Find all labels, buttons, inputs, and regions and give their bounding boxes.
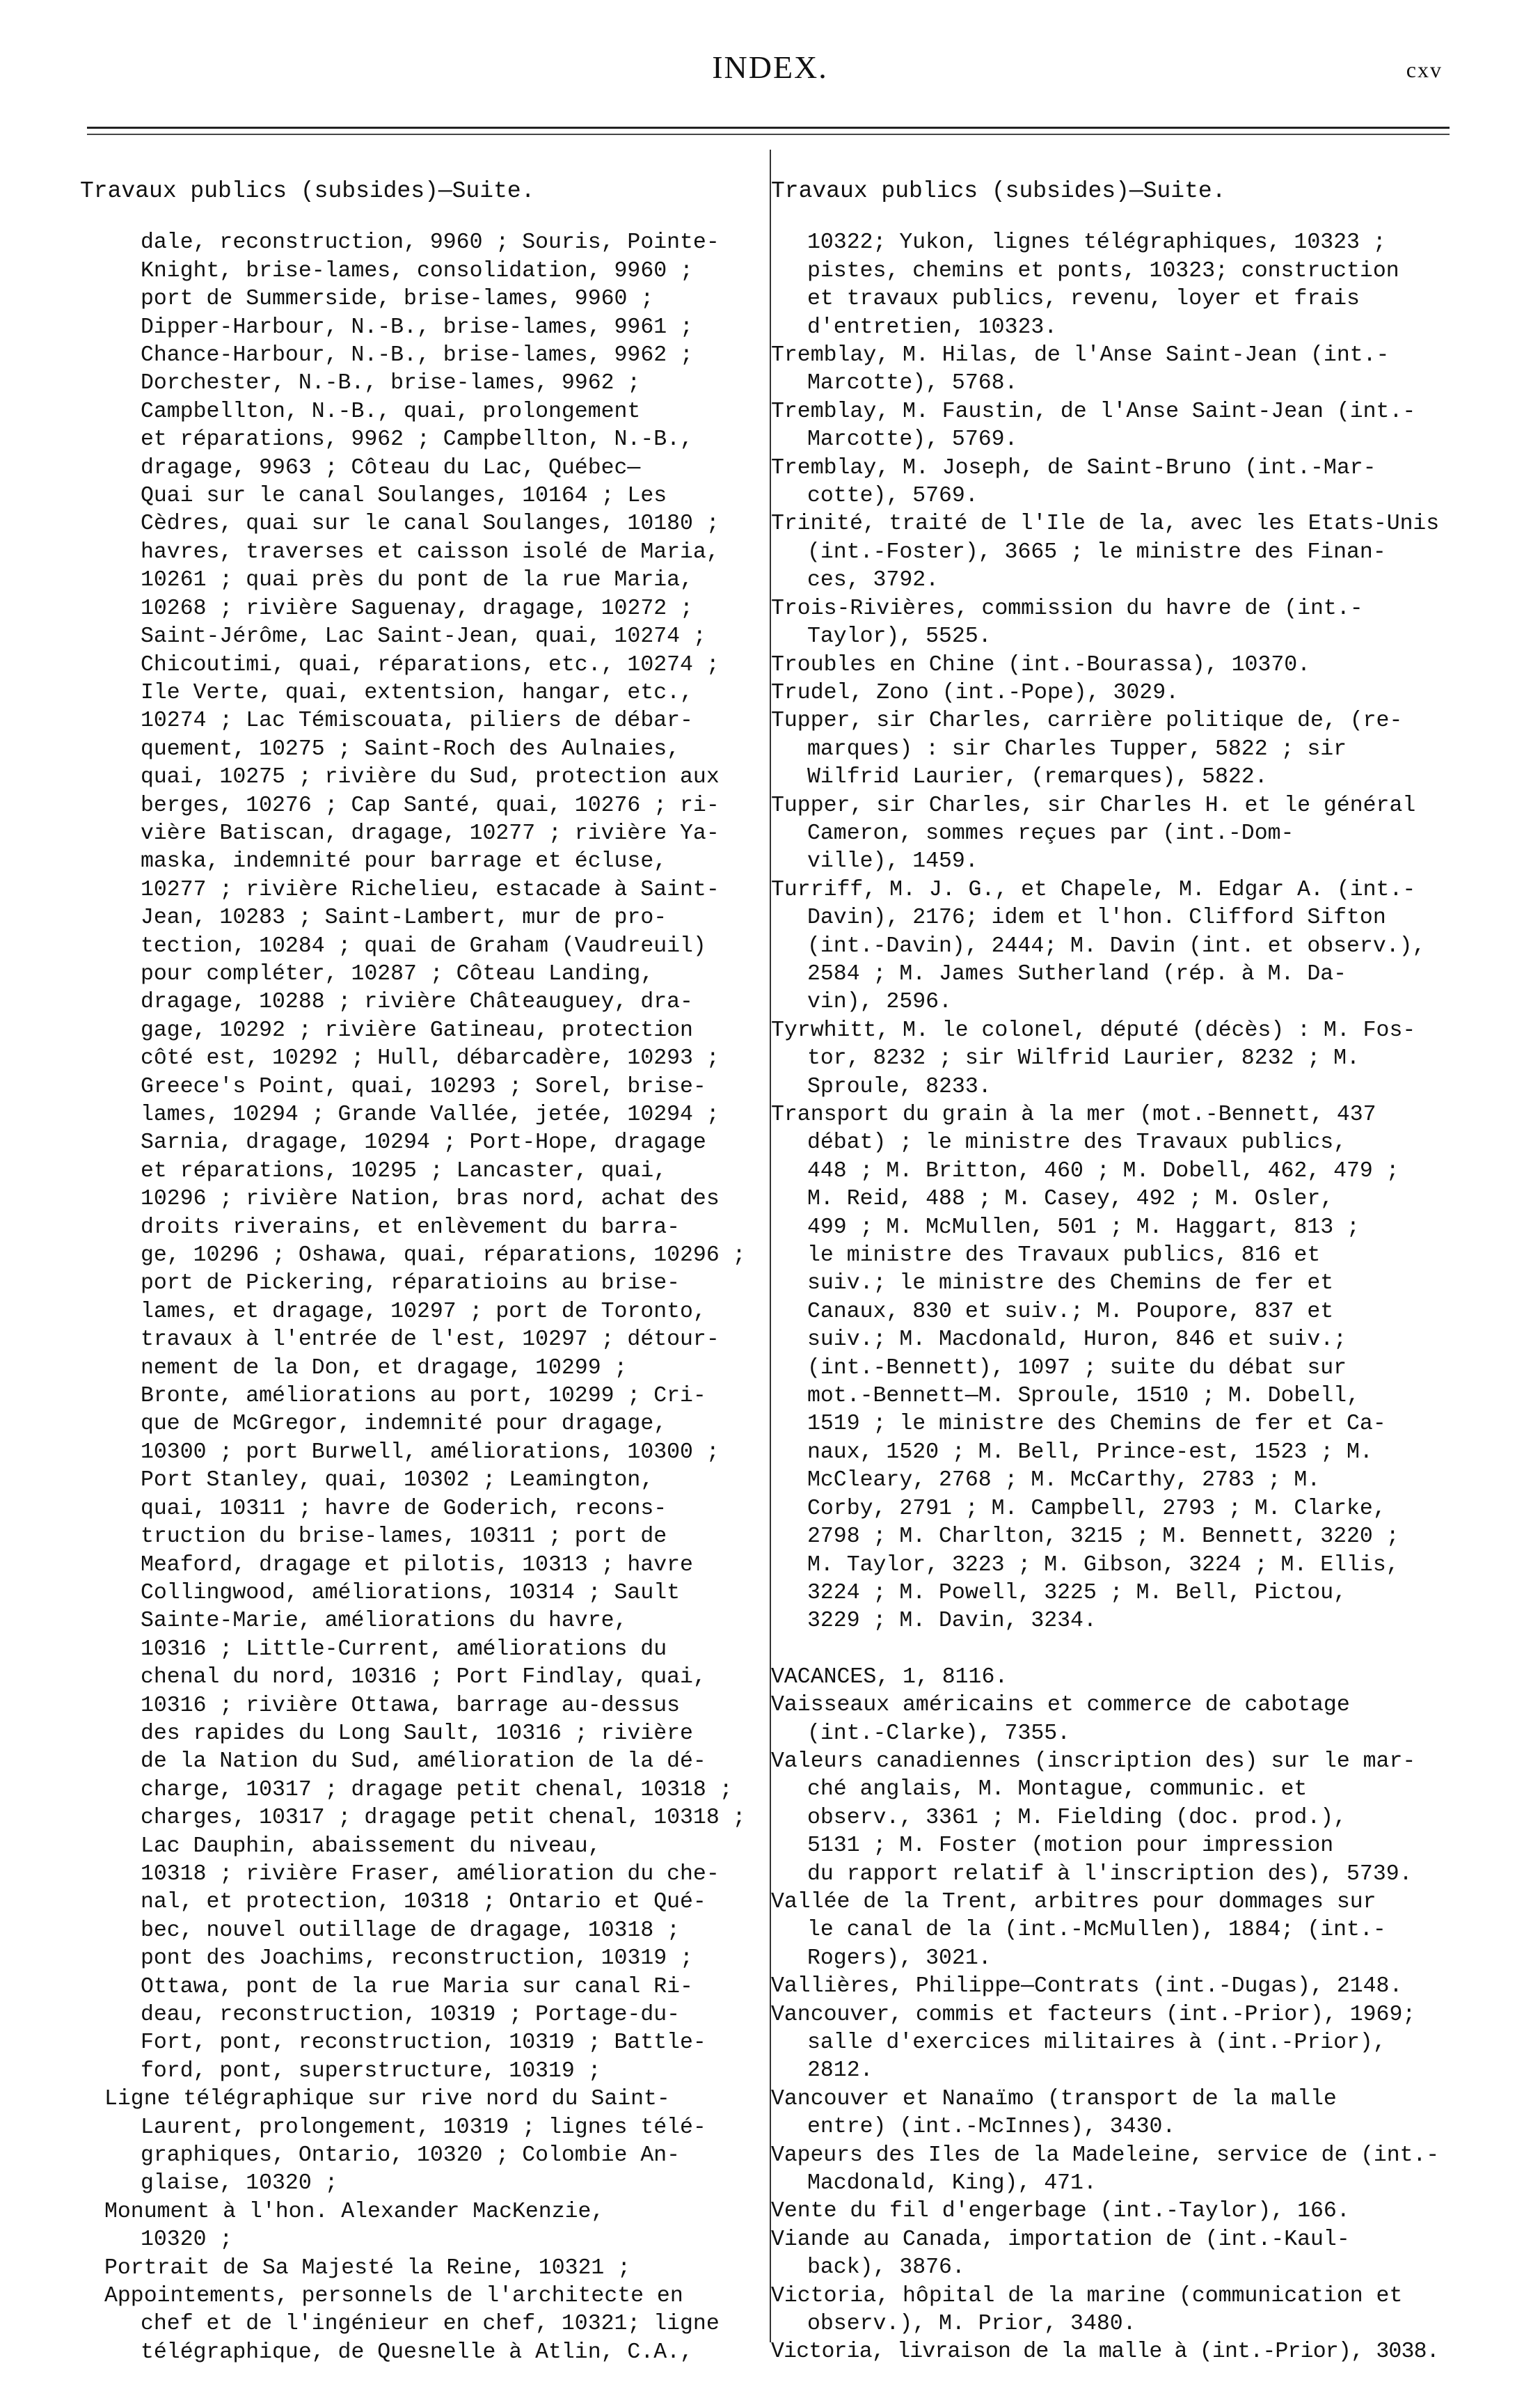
index-continuation-line: pour compléter, 10287 ; Côteau Landing, — [141, 961, 654, 986]
index-continuation-line: de la Nation du Sud, amélioration de la dé- — [141, 1749, 706, 1774]
index-entry-line: Tupper, sir Charles, sir Charles H. et le général — [771, 793, 1416, 818]
index-continuation-line: 10277 ; rivière Richelieu, estacade à Saint- — [141, 877, 720, 902]
index-continuation-line: 499 ; M. McMullen, 501 ; M. Haggart, 813 ; — [807, 1215, 1360, 1240]
index-continuation-line: Cèdres, quai sur le canal Soulanges, 10180 ; — [141, 512, 720, 537]
index-continuation-line: Davin), 2176; idem et l'hon. Clifford Sifton — [807, 906, 1386, 931]
index-continuation-line: Chance-Harbour, N.-B., brise-lames, 9962 ; — [141, 343, 693, 368]
index-continuation-line: d'entretien, 10323. — [807, 315, 1058, 340]
page-header — [0, 42, 1540, 104]
index-continuation-line: débat) ; le ministre des Travaux publics, — [807, 1130, 1347, 1156]
index-continuation-line: 448 ; M. Britton, 460 ; M. Dobell, 462, 479 ; — [807, 1158, 1399, 1183]
index-continuation-line: travaux à l'entrée de l'est, 10297 ; détour- — [141, 1327, 720, 1353]
index-continuation-line: (int.-Foster), 3665 ; le ministre des Finan- — [807, 539, 1386, 565]
index-continuation-line: Jean, 10283 ; Saint-Lambert, mur de pro- — [141, 906, 667, 931]
index-continuation-line: Sarnia, dragage, 10294 ; Port-Hope, dragage — [141, 1130, 706, 1156]
index-continuation-line: Laurent, prolongement, 10319 ; lignes télé- — [141, 2115, 706, 2140]
header-rule-bottom — [87, 134, 1450, 135]
index-continuation-line: 3229 ; M. Davin, 3234. — [807, 1609, 1097, 1634]
index-entry-line: Vente du fil d'engerbage (int.-Taylor), 166. — [771, 2199, 1350, 2224]
index-entry-line: Troubles en Chine (int.-Bourassa), 10370. — [771, 652, 1311, 677]
index-continuation-line: le ministre des Travaux publics, 816 et — [807, 1243, 1321, 1268]
index-continuation-line: Ottawa, pont de la rue Maria sur canal Ri- — [141, 1974, 693, 1999]
index-continuation-line: Lac Dauphin, abaissement du niveau, — [141, 1834, 601, 1859]
header-rule-top — [87, 127, 1450, 129]
index-continuation-line: tection, 10284 ; quai de Graham (Vaudreuil) — [141, 933, 706, 959]
index-entry-line: Appointements, personnels de l'architecte en — [104, 2284, 683, 2309]
index-continuation-line: 2798 ; M. Charlton, 3215 ; M. Bennett, 3220 ; — [807, 1524, 1399, 1550]
index-continuation-line: nal, et protection, 10318 ; Ontario et Qué- — [141, 1890, 706, 1915]
index-continuation-line: Saint-Jérôme, Lac Saint-Jean, quai, 10274 ; — [141, 624, 706, 649]
index-continuation-line: glaise, 10320 ; — [141, 2171, 338, 2196]
index-continuation-line: du rapport relatif à l'inscription des), 5739. — [807, 1861, 1413, 1886]
index-continuation-line: vière Batiscan, dragage, 10277 ; rivière Ya- — [141, 821, 720, 846]
index-continuation-line: côté est, 10292 ; Hull, débarcadère, 10293 ; — [141, 1046, 720, 1071]
index-continuation-line: M. Taylor, 3223 ; M. Gibson, 3224 ; M. Ellis, — [807, 1552, 1399, 1577]
index-continuation-line: 2812. — [807, 2058, 873, 2083]
index-continuation-line: lames, et dragage, 10297 ; port de Toronto, — [141, 1299, 706, 1324]
index-continuation-line: 2584 ; M. James Sutherland (rép. à M. Da- — [807, 961, 1347, 986]
index-continuation-line: Chicoutimi, quai, réparations, etc., 10274 ; — [141, 652, 720, 677]
index-entry-line: Vancouver, commis et facteurs (int.-Prior), 1969; — [771, 2002, 1416, 2027]
index-continuation-line: Marcotte), 5768. — [807, 371, 1018, 396]
index-continuation-line: Sainte-Marie, améliorations du havre, — [141, 1609, 628, 1634]
index-entry-line: Trudel, Zono (int.-Pope), 3029. — [771, 680, 1179, 705]
index-continuation-line: Meaford, dragage et pilotis, 10313 ; havre — [141, 1552, 693, 1577]
index-continuation-line: Port Stanley, quai, 10302 ; Leamington, — [141, 1468, 654, 1493]
index-continuation-line: 10261 ; quai près du pont de la rue Maria, — [141, 568, 693, 593]
right-column-heading: Travaux publics (subsides)—Suite. — [771, 178, 1226, 204]
index-entry-line: Trinité, traité de l'Ile de la, avec les Etats-Unis — [771, 512, 1440, 537]
index-continuation-line: salle d'exercices militaires à (int.-Prior), — [807, 2031, 1386, 2055]
index-continuation-line: 10296 ; rivière Nation, bras nord, achat des — [141, 1187, 720, 1212]
index-entry-line: Victoria, hôpital de la marine (communication et — [771, 2283, 1403, 2308]
index-continuation-line: Dorchester, N.-B., brise-lames, 9962 ; — [141, 371, 641, 396]
index-continuation-line: suiv.; M. Macdonald, Huron, 846 et suiv.; — [807, 1327, 1347, 1353]
index-continuation-line: 3224 ; M. Powell, 3225 ; M. Bell, Pictou, — [807, 1580, 1347, 1605]
index-continuation-line: 10320 ; — [141, 2228, 233, 2253]
index-continuation-line: maska, indemnité pour barrage et écluse, — [141, 849, 667, 874]
index-continuation-line: chef et de l'ingénieur en chef, 10321; ligne — [141, 2312, 720, 2337]
index-continuation-line: 10316 ; Little-Current, améliorations du — [141, 1637, 667, 1662]
index-continuation-line: 10322; Yukon, lignes télégraphiques, 10323 ; — [807, 230, 1386, 255]
index-entry-line: Tremblay, M. Joseph, de Saint-Bruno (int.-Mar- — [771, 455, 1376, 480]
left-column-heading: Travaux publics (subsides)—Suite. — [80, 178, 535, 204]
index-continuation-line: bec, nouvel outillage de dragage, 10318 ; — [141, 1918, 681, 1943]
index-entry-line: Tyrwhitt, M. le colonel, député (décès) : M. Fos- — [771, 1018, 1416, 1043]
index-continuation-line: tor, 8232 ; sir Wilfrid Laurier, 8232 ; M. — [807, 1046, 1360, 1071]
index-continuation-line: et travaux publics, revenu, loyer et frais — [807, 287, 1360, 312]
index-entry-line: Ligne télégraphique sur rive nord du Saint- — [104, 2087, 670, 2112]
index-continuation-line: McCleary, 2768 ; M. McCarthy, 2783 ; M. — [807, 1468, 1321, 1493]
index-continuation-line: ces, 3792. — [807, 568, 939, 593]
index-entry-line: Victoria, livraison de la malle à (int.-Prior), 3038. — [771, 2340, 1439, 2365]
index-continuation-line: vin), 2596. — [807, 990, 952, 1015]
index-continuation-line: charge, 10317 ; dragage petit chenal, 10318 ; — [141, 1777, 733, 1802]
index-entry-line: Valeurs canadiennes (inscription des) sur le mar- — [771, 1749, 1416, 1774]
index-continuation-line: observ., 3361 ; M. Fielding (doc. prod.), — [807, 1805, 1347, 1830]
index-continuation-line: Marcotte), 5769. — [807, 427, 1018, 452]
index-continuation-line: Cameron, sommes reçues par (int.-Dom- — [807, 821, 1294, 846]
page-title: INDEX. — [712, 49, 828, 85]
index-continuation-line: pont des Joachims, reconstruction, 10319 ; — [141, 1946, 693, 1971]
index-continuation-line: 10316 ; rivière Ottawa, barrage au-dessus — [141, 1693, 681, 1718]
index-continuation-line: Taylor), 5525. — [807, 624, 992, 649]
index-continuation-line: Greece's Point, quai, 10293 ; Sorel, brise- — [141, 1074, 706, 1099]
index-continuation-line: le canal de la (int.-McMullen), 1884; (int.- — [807, 1918, 1386, 1943]
index-continuation-line: Rogers), 3021. — [807, 1946, 992, 1971]
index-continuation-line: Collingwood, améliorations, 10314 ; Sault — [141, 1580, 681, 1605]
index-continuation-line: M. Reid, 488 ; M. Casey, 492 ; M. Osler, — [807, 1187, 1334, 1212]
index-continuation-line: droits riverains, et enlèvement du barra- — [141, 1215, 681, 1240]
index-continuation-line: mot.-Bennett—M. Sproule, 1510 ; M. Dobell, — [807, 1384, 1360, 1409]
index-continuation-line: gage, 10292 ; rivière Gatineau, protection — [141, 1018, 693, 1043]
index-continuation-line: et réparations, 10295 ; Lancaster, quai, — [141, 1158, 667, 1183]
index-continuation-line: havres, traverses et caisson isolé de Maria, — [141, 539, 720, 565]
right-column — [771, 178, 1439, 2367]
index-continuation-line: (int.-Davin), 2444; M. Davin (int. et observ.), — [807, 933, 1426, 959]
index-continuation-line: 5131 ; M. Foster (motion pour impression — [807, 1834, 1334, 1859]
index-continuation-line: Sproule, 8233. — [807, 1074, 992, 1099]
index-entry-line: VACANCES, 1, 8116. — [771, 1664, 1008, 1689]
index-continuation-line: ford, pont, superstructure, 10319 ; — [141, 2058, 601, 2083]
index-continuation-line: des rapides du Long Sault, 10316 ; rivière — [141, 1721, 693, 1746]
index-continuation-line: Wilfrid Laurier, (remarques), 5822. — [807, 765, 1268, 790]
index-continuation-line: quai, 10311 ; havre de Goderich, recons- — [141, 1496, 667, 1521]
index-continuation-line: truction du brise-lames, 10311 ; port de — [141, 1524, 667, 1550]
index-continuation-line: ge, 10296 ; Oshawa, quai, réparations, 10296 ; — [141, 1243, 746, 1268]
index-entry-line: Vapeurs des Iles de la Madeleine, service de (int.- — [771, 2143, 1440, 2168]
index-continuation-line: chenal du nord, 10316 ; Port Findlay, quai, — [141, 1665, 706, 1690]
entry-gap — [771, 1636, 1439, 1664]
index-continuation-line: berges, 10276 ; Cap Santé, quai, 10276 ; ri- — [141, 793, 720, 818]
index-continuation-line: back), 3876. — [807, 2255, 965, 2280]
index-entry-line: Transport du grain à la mer (mot.-Bennett, 437 — [771, 1103, 1376, 1127]
index-continuation-line: (int.-Clarke), 7355. — [807, 1721, 1071, 1746]
index-entry-line: Tremblay, M. Faustin, de l'Anse Saint-Jean (int.- — [771, 399, 1416, 424]
index-continuation-line: Knight, brise-lames, consolidation, 9960 ; — [141, 258, 693, 283]
index-entry-line: Tremblay, M. Hilas, de l'Anse Saint-Jean (int.- — [771, 343, 1390, 368]
index-continuation-line: cotte), 5769. — [807, 484, 978, 509]
index-continuation-line: 10268 ; rivière Saguenay, dragage, 10272 ; — [141, 596, 693, 621]
index-continuation-line: quement, 10275 ; Saint-Roch des Aulnaies, — [141, 736, 681, 762]
index-continuation-line: lames, 10294 ; Grande Vallée, jetée, 10294 ; — [141, 1103, 720, 1127]
index-continuation-line: 10274 ; Lac Témiscouata, piliers de débar- — [141, 709, 693, 734]
index-continuation-line: graphiques, Ontario, 10320 ; Colombie An- — [141, 2143, 681, 2168]
index-continuation-line: dragage, 9963 ; Côteau du Lac, Québec— — [141, 455, 641, 480]
index-continuation-line: Macdonald, King), 471. — [807, 2171, 1097, 2196]
index-continuation-line: dale, reconstruction, 9960 ; Souris, Pointe- — [141, 230, 720, 255]
index-continuation-line: 10318 ; rivière Fraser, amélioration du che- — [141, 1861, 720, 1886]
index-continuation-line: ville), 1459. — [807, 849, 978, 874]
index-continuation-line: marques) : sir Charles Tupper, 5822 ; sir — [807, 736, 1347, 762]
index-continuation-line: (int.-Bennett), 1097 ; suite du débat sur — [807, 1355, 1347, 1380]
index-continuation-line: Canaux, 830 et suiv.; M. Poupore, 837 et — [807, 1299, 1334, 1324]
index-continuation-line: Quai sur le canal Soulanges, 10164 ; Les — [141, 484, 667, 509]
index-entry-line: Trois-Rivières, commission du havre de (int.- — [771, 596, 1363, 621]
index-continuation-line: suiv.; le ministre des Chemins de fer et — [807, 1271, 1334, 1296]
index-continuation-line: nement de la Don, et dragage, 10299 ; — [141, 1355, 628, 1380]
index-continuation-line: que de McGregor, indemnité pour dragage, — [141, 1412, 667, 1437]
index-continuation-line: quai, 10275 ; rivière du Sud, protection aux — [141, 765, 720, 790]
index-continuation-line: 10300 ; port Burwell, améliorations, 10300 ; — [141, 1440, 720, 1465]
index-continuation-line: Ile Verte, quai, extentsion, hangar, etc., — [141, 680, 693, 705]
index-continuation-line: observ.), M. Prior, 3480. — [807, 2312, 1136, 2337]
index-continuation-line: dragage, 10288 ; rivière Châteauguey, dra- — [141, 990, 693, 1015]
index-entry-line: Vallières, Philippe—Contrats (int.-Dugas), 2148. — [771, 1974, 1403, 1999]
index-entry-line: Vallée de la Trent, arbitres pour dommages sur — [771, 1889, 1376, 1914]
index-continuation-line: port de Pickering, réparatioins au brise- — [141, 1271, 681, 1296]
index-continuation-line: Corby, 2791 ; M. Campbell, 2793 ; M. Clarke, — [807, 1496, 1386, 1521]
index-continuation-line: 1519 ; le ministre des Chemins de fer et Ca- — [807, 1412, 1386, 1437]
index-continuation-line: Dipper-Harbour, N.-B., brise-lames, 9961 ; — [141, 315, 693, 340]
index-continuation-line: naux, 1520 ; M. Bell, Prince-est, 1523 ; M. — [807, 1440, 1373, 1465]
index-continuation-line: et réparations, 9962 ; Campbellton, N.-B., — [141, 427, 693, 452]
index-continuation-line: télégraphique, de Quesnelle à Atlin, C.A., — [141, 2340, 693, 2365]
index-entry-line: Turriff, M. J. G., et Chapele, M. Edgar A. (int.- — [771, 877, 1416, 902]
index-entry-line: Portrait de Sa Majesté la Reine, 10321 ; — [104, 2255, 631, 2280]
page-number: cxv — [1406, 57, 1443, 82]
index-continuation-line: entre) (int.-McInnes), 3430. — [807, 2115, 1176, 2140]
index-entry-line: Vaisseaux américains et commerce de cabotage — [771, 1693, 1350, 1718]
index-entry-line: Viande au Canada, importation de (int.-Kaul- — [771, 2227, 1350, 2252]
index-continuation-line: pistes, chemins et ponts, 10323; construction — [807, 258, 1399, 283]
index-entry-line: Monument à l'hon. Alexander MacKenzie, — [104, 2199, 605, 2224]
index-entry-line: Tupper, sir Charles, carrière politique de, (re- — [771, 709, 1403, 734]
index-continuation-line: Bronte, améliorations au port, 10299 ; Cri- — [141, 1384, 706, 1409]
index-continuation-line: charges, 10317 ; dragage petit chenal, 10318 ; — [141, 1806, 746, 1831]
index-continuation-line: ché anglais, M. Montague, communic. et — [807, 1777, 1308, 1802]
index-continuation-line: Fort, pont, reconstruction, 10319 ; Battle- — [141, 2031, 706, 2056]
index-continuation-line: deau, reconstruction, 10319 ; Portage-du- — [141, 2003, 681, 2027]
left-column — [80, 178, 752, 2367]
index-continuation-line: Campbellton, N.-B., quai, prolongement — [141, 399, 641, 424]
index-continuation-line: port de Summerside, brise-lames, 9960 ; — [141, 287, 654, 312]
index-entry-line: Vancouver et Nanaïmo (transport de la malle — [771, 2086, 1337, 2111]
